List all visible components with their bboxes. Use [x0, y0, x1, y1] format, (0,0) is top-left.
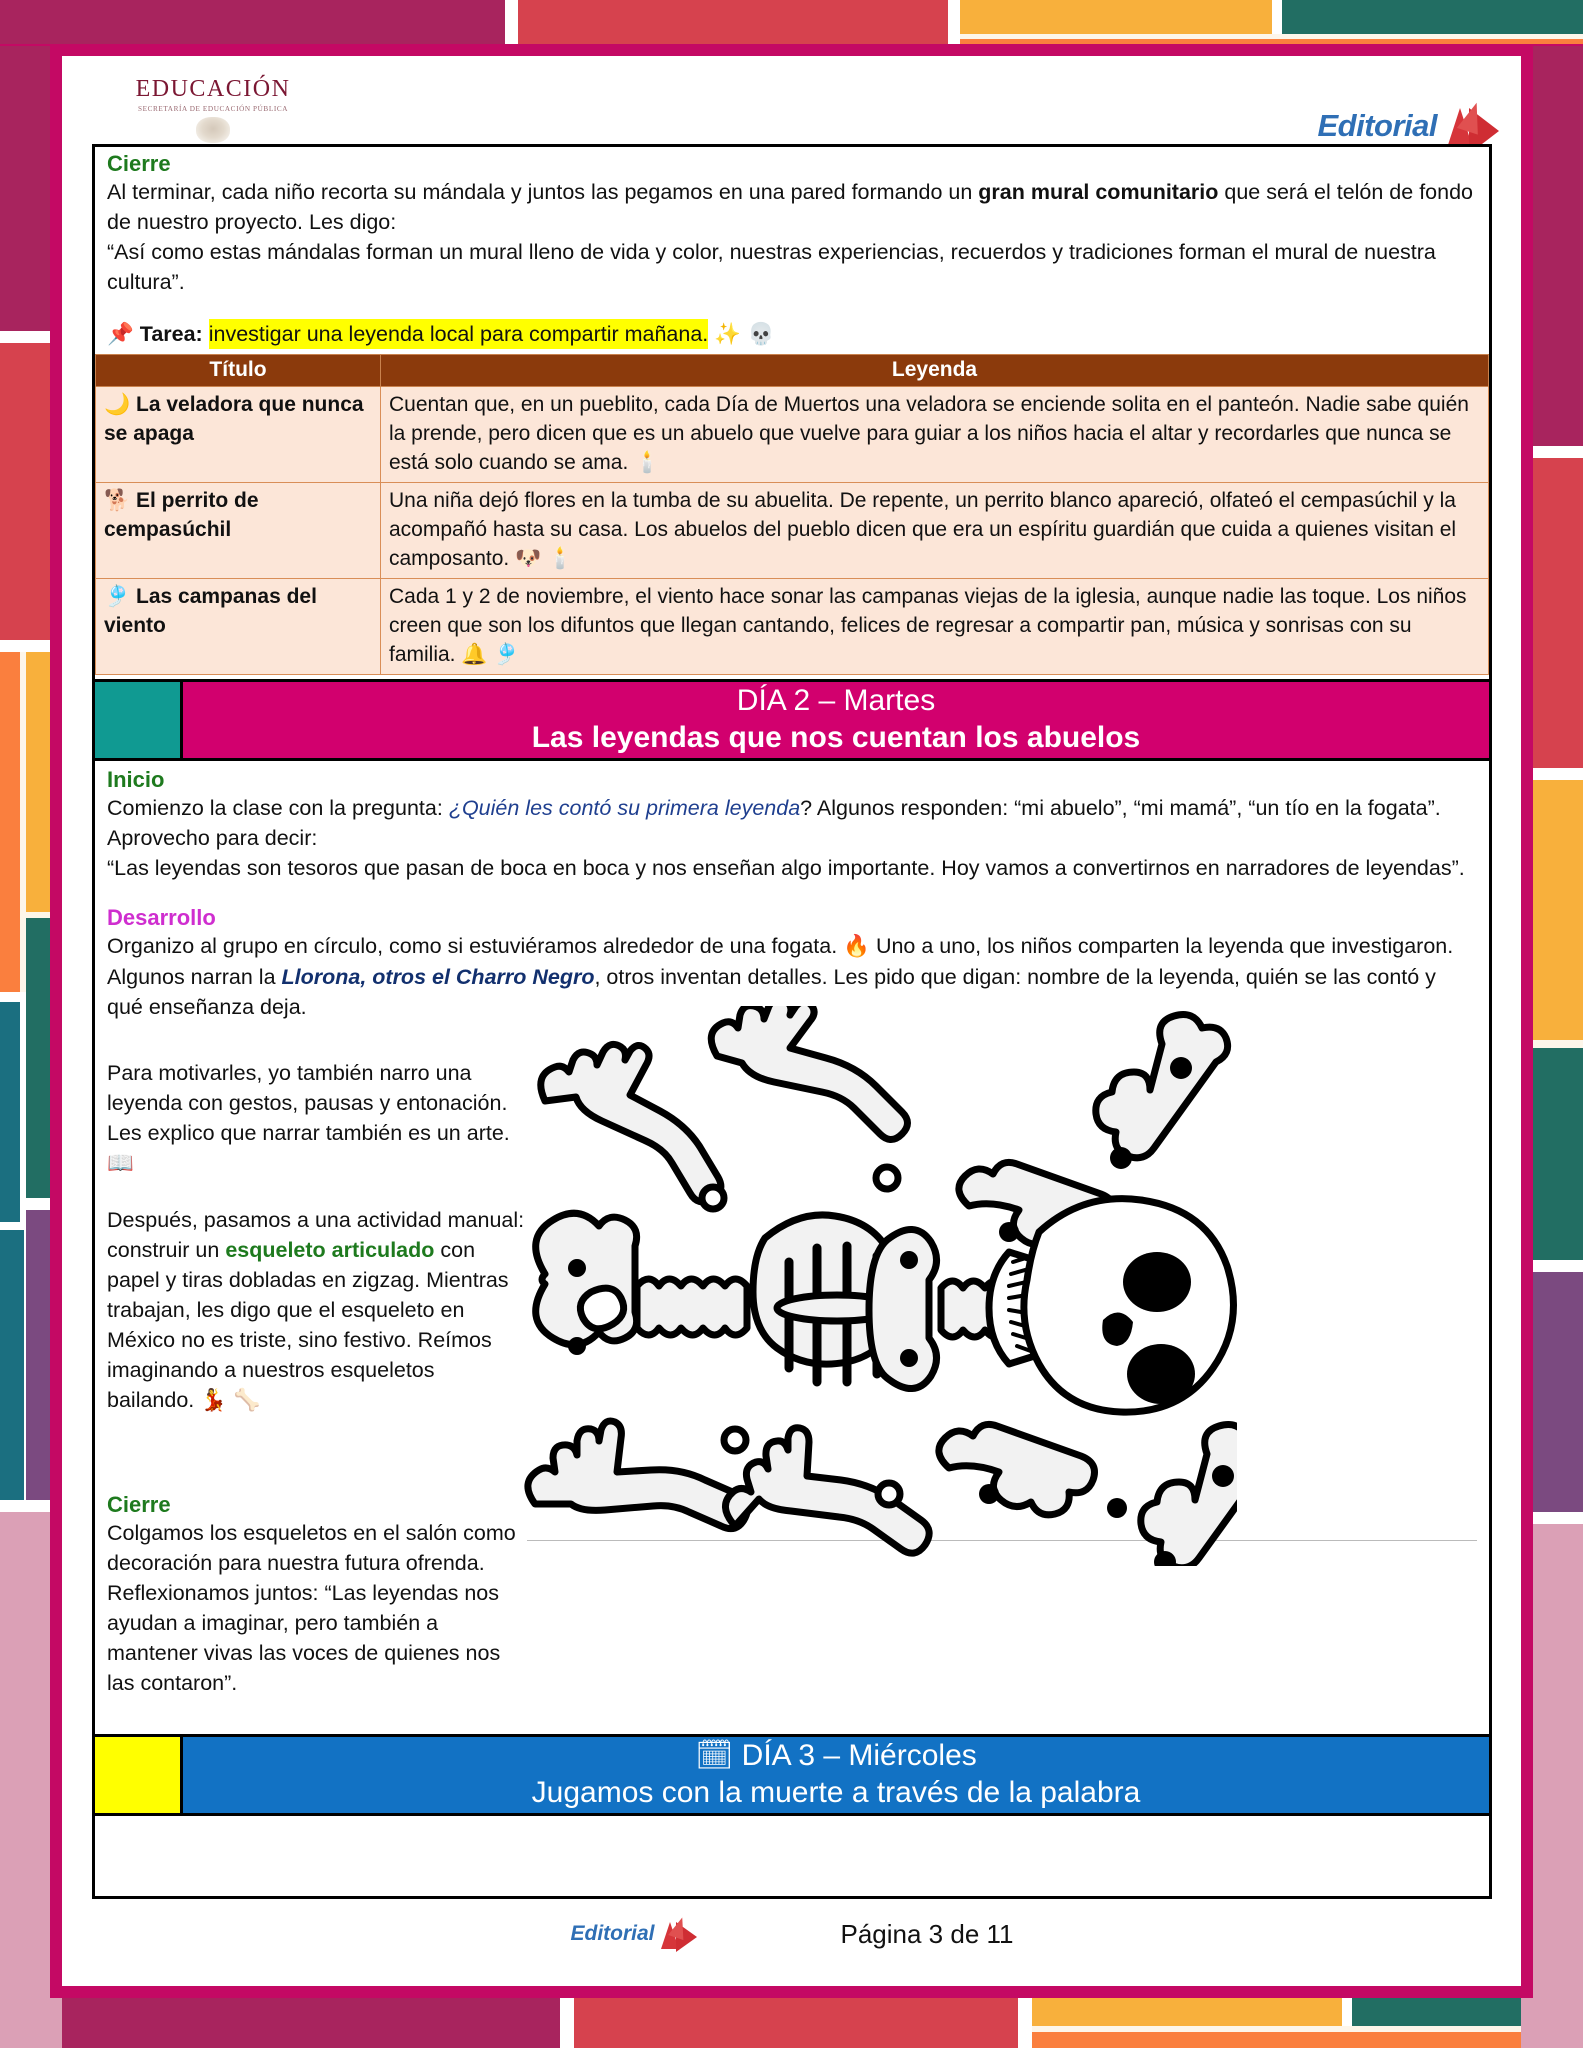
inicio-p1-a: Comienzo la clase con la pregunta: — [107, 796, 449, 820]
desarrollo-p1-b: Uno a uno, los niños comparten la leyenda que investigaron. Algunos narran la — [107, 934, 1454, 989]
desarrollo-section — [95, 883, 1489, 1022]
inicio-heading: Inicio — [107, 767, 165, 792]
pin-icon: 📌 — [107, 322, 134, 347]
day2-color-chip — [95, 682, 183, 758]
fire-icon: 🔥 — [843, 934, 870, 959]
legend-title-1: La veladora que nunca se apaga — [104, 393, 364, 445]
legend-text-cell-1: Cuentan que, en un pueblito, cada Día de Muertos una veladora se enciende solita en el panteón. Nadie sabe quién la prende, pero dicen que es un abuelo que vuelve para guiar a los niños hacia el altar y recordarles que nunca se está solo cuando se ama. 🕯️ — [381, 387, 1489, 483]
col-p2-a: Después, pasamos a una actividad manual: construir un — [107, 1208, 525, 1262]
cierre-p1-a: Al terminar, cada niño recorta su mándala y juntos las pegamos en una pared formando un — [107, 180, 979, 204]
wind-chime-icon: 🎐 — [104, 584, 131, 608]
desarrollo-legend-names: Llorona, otros el Charro Negro — [281, 965, 595, 989]
cierre-day2-text: Colgamos los esqueletos en el salón como decoración para nuestra futura ofrenda. Reflexionamos juntos: “Las leyendas nos ayudan a imaginar, pero también a mantener vivas las voces de quienes nos las contaron”. — [107, 1521, 516, 1695]
cierre-day2-heading: Cierre — [107, 1492, 171, 1517]
tarea-label: Tarea: — [139, 322, 203, 346]
cierre-p1-b: que será el telón de fondo de nuestro proyecto. Les digo: — [107, 180, 1473, 234]
legend-text-cell-2: Una niña dejó flores en la tumba de su abuelita. De repente, un perrito blanco apareció, olfateó el cempasúchil y la acompañó hasta su casa. Los abuelos del pueblo dicen que era un espíritu guardián que cuida a quienes visitan el camposanto. 🐶 🕯️ — [381, 483, 1489, 579]
inicio-paragraph-2: “Las leyendas son tesoros que pasan de boca en boca y nos enseñan algo importante. Hoy vamos a convertirnos en narradores de leyendas”. — [107, 856, 1465, 880]
legend-title-cell-3 — [96, 579, 381, 675]
day3-title: DÍA 3 – Miércoles — [741, 1739, 977, 1772]
skeleton-cutout-illustration — [517, 1006, 1237, 1566]
legends-table-header-row — [96, 355, 1489, 387]
left-text-column — [107, 1032, 527, 1698]
day2-subtitle: Las leyendas que nos cuentan los abuelos — [531, 721, 1141, 754]
cierre-day1-heading: Cierre — [107, 151, 171, 176]
inicio-question: ¿Quién les contó su primera leyenda — [448, 796, 801, 820]
desarrollo-col-paragraph-1 — [107, 1058, 527, 1179]
day2-title: DÍA 2 – Martes — [736, 684, 936, 717]
desarrollo-heading: Desarrollo — [107, 905, 216, 930]
table-row — [96, 483, 1489, 579]
legends-header-leyenda: Leyenda — [381, 355, 1489, 387]
page-footer — [92, 1915, 1492, 1953]
book-icon: 📖 — [107, 1151, 134, 1176]
legend-title-cell-2 — [96, 483, 381, 579]
col-p1-a: Para motivarles, yo también narro una leyenda con gestos, pausas y entonación. Les explico que narrar también es un arte. — [107, 1061, 510, 1145]
brand-word: Editorial — [1317, 108, 1437, 143]
dancer-bone-icons: 💃 🦴 — [200, 1388, 261, 1413]
day3-color-chip — [95, 1737, 183, 1813]
legend-title-cell-1 — [96, 387, 381, 483]
dog-icon: 🐕 — [104, 488, 131, 512]
inicio-section — [95, 761, 1489, 883]
moon-icon: 🌙 — [104, 392, 131, 416]
legends-table — [95, 354, 1489, 675]
two-column-area — [95, 1032, 1489, 1698]
legend-title-2: El perrito de cempasúchil — [104, 489, 259, 541]
tarea-text: investigar una leyenda local para compartir mañana. — [209, 319, 709, 349]
desarrollo-p1-c: , otros inventan detalles. Les pido que digan: nombre de la leyenda, quién se las contó y qué enseñanza deja. — [107, 965, 1436, 1019]
day3-banner — [95, 1734, 1489, 1816]
legends-header-titulo: Título — [96, 355, 381, 387]
logo-education-title: EDUCACIÓN — [135, 76, 291, 102]
cierre-day1-paragraph-1 — [107, 177, 1477, 237]
mexican-coat-of-arms-icon — [196, 117, 230, 143]
day2-banner — [95, 679, 1489, 761]
desarrollo-p1-a: Organizo al grupo en círculo, como si estuviéramos alrededor de una fogata. — [107, 934, 844, 958]
day3-subtitle: Jugamos con la muerte a través de la palabra — [531, 1776, 1141, 1809]
content-box — [92, 144, 1492, 1899]
logo-education-subtitle: SECRETARÍA DE EDUCACIÓN PÚBLICA — [138, 105, 288, 113]
right-illustration-column — [527, 1032, 1477, 1698]
brand-word-footer: Editorial — [570, 1922, 655, 1945]
desarrollo-col-paragraph-2 — [107, 1205, 527, 1416]
legend-title-3: Las campanas del viento — [104, 585, 317, 637]
sparkles-skull-icons: ✨ 💀 — [714, 322, 775, 347]
table-row — [96, 387, 1489, 483]
page-number: Página 3 de 11 — [840, 1918, 1014, 1949]
sep-education-logo — [88, 76, 338, 143]
col-p2-b: con papel y tiras dobladas en zigzag. Mientras trabajan, les digo que el esqueleto en México no es triste, sino festivo. Reímos imaginando a nuestros esqueletos bailando. — [107, 1238, 509, 1412]
cierre-day1-section — [95, 147, 1489, 297]
inicio-p1-b: ? Algunos responden: “mi abuelo”, “mi mamá”, “un tío en la fogata”. Aprovecho para decir: — [107, 796, 1441, 850]
legend-text-cell-3: Cada 1 y 2 de noviembre, el viento hace sonar las campanas viejas de la iglesia, aunque nadie las toque. Los niños creen que son los difuntos que llegan cantando, felices de regresar a compartir pan, música y sonrisas con su familia. 🔔 🎐 — [381, 579, 1489, 675]
cierre-day1-paragraph-2: “Así como estas mándalas forman un mural lleno de vida y color, nuestras experiencias, recuerdos y tradiciones forman el mural de nuestra cultura”. — [107, 240, 1436, 294]
day3-banner-body — [183, 1737, 1489, 1813]
day2-banner-body — [183, 682, 1489, 758]
col-p2-bold: esqueleto articulado — [225, 1238, 435, 1262]
day3-title-line — [695, 1738, 977, 1774]
table-row — [96, 579, 1489, 675]
skeleton-parts-svg — [517, 1006, 1237, 1566]
cierre-p1-bold: gran mural comunitario — [978, 180, 1219, 204]
calendar-icon: 🗓 — [695, 1738, 734, 1773]
inicio-paragraph-1 — [107, 793, 1477, 853]
tarea-row — [95, 319, 1489, 350]
editorial-md-logo-footer — [570, 1915, 700, 1953]
md-mark-icon-footer — [659, 1915, 701, 1953]
